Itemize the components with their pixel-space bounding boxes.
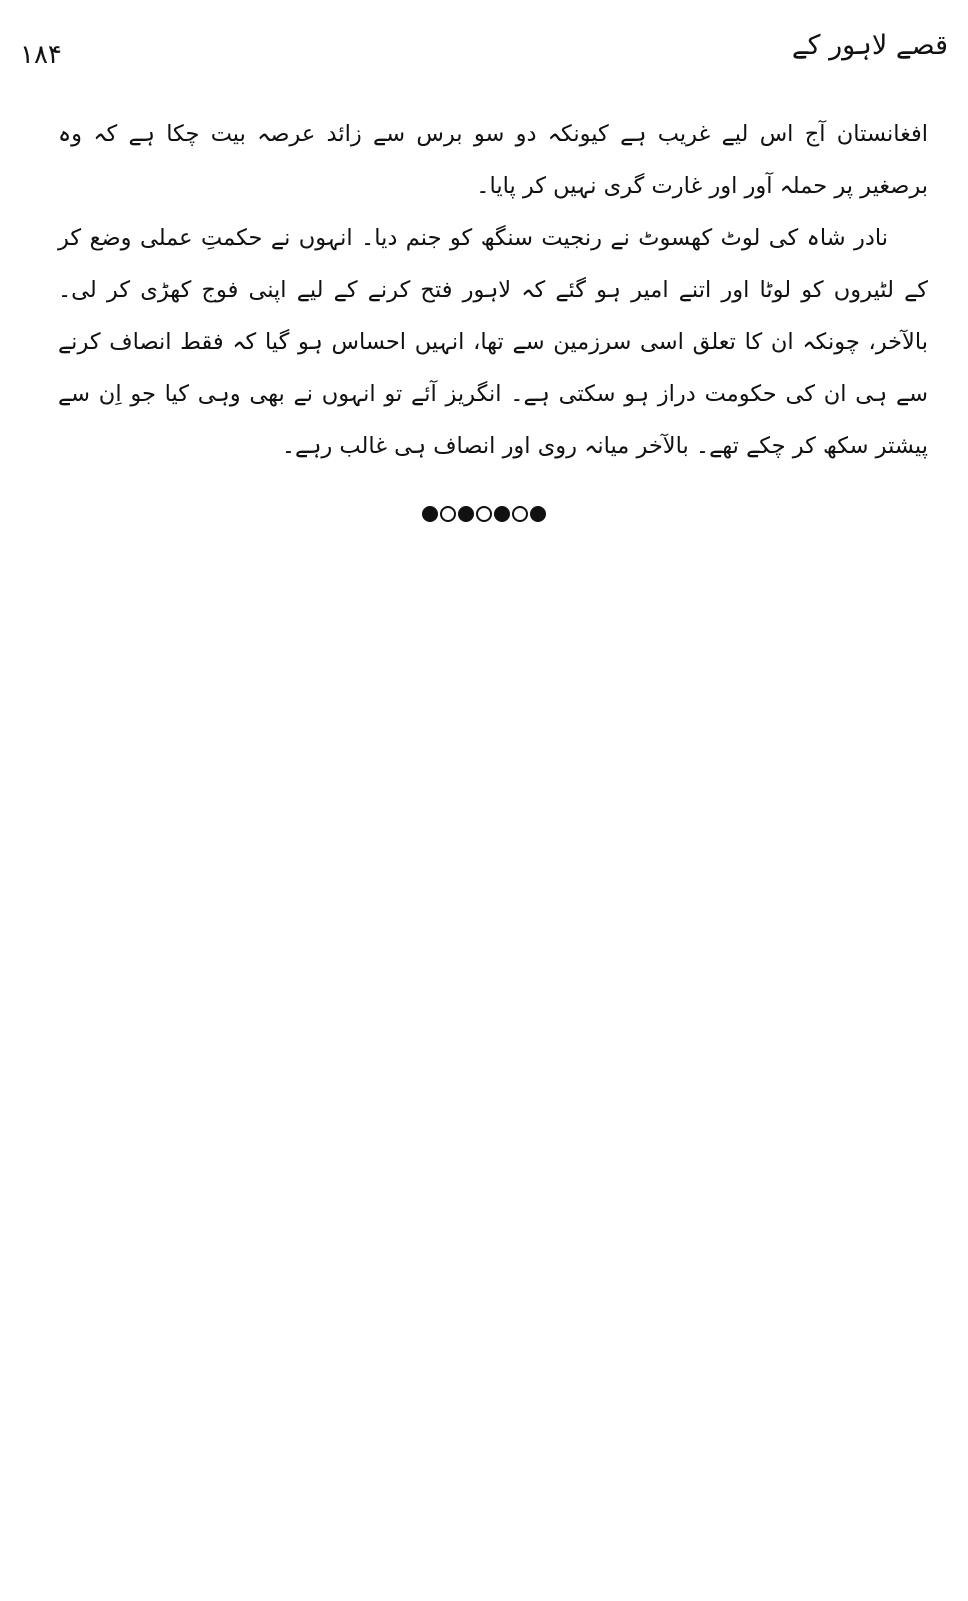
paragraph-1: افغانستان آج اس لیے غریب ہے کیونکہ دو سو برس سے زائد عرصہ بیت چکا ہے کہ وہ برصغیر پر حملہ آور اور غارت گری نہیں کر پایا۔	[58, 121, 928, 199]
section-end-ornament	[0, 506, 968, 522]
paragraph-2: نادر شاہ کی لوٹ کھسوٹ نے رنجیت سنگھ کو جنم دیا۔ انہوں نے حکمتِ عملی وضع کر کے لٹیروں کو لوٹا اور اتنے امیر ہو گئے کہ لاہور فتح کرنے کے لیے اپنی فوج کھڑی کر لی۔ بالآخر، چونکہ ان کا تعلق اسی سرزمین سے تھا، انہیں احساس ہو گیا کہ فقط انصاف کرنے سے ہی ان کی حکومت دراز ہو سکتی ہے۔ انگریز آئے تو انہوں نے بھی وہی کیا جو اِن سے پیشتر سکھ کر چکے تھے۔ بالآخر میانہ روی اور انصاف ہی غالب رہے۔	[58, 225, 928, 459]
filled-dot-icon	[422, 506, 438, 522]
body-text	[58, 108, 928, 472]
filled-dot-icon	[494, 506, 510, 522]
running-title: قصے لاہور کے	[791, 30, 948, 61]
hollow-dot-icon	[476, 506, 492, 522]
filled-dot-icon	[458, 506, 474, 522]
page-number: ۱۸۴	[20, 40, 62, 70]
filled-dot-icon	[530, 506, 546, 522]
hollow-dot-icon	[512, 506, 528, 522]
hollow-dot-icon	[440, 506, 456, 522]
